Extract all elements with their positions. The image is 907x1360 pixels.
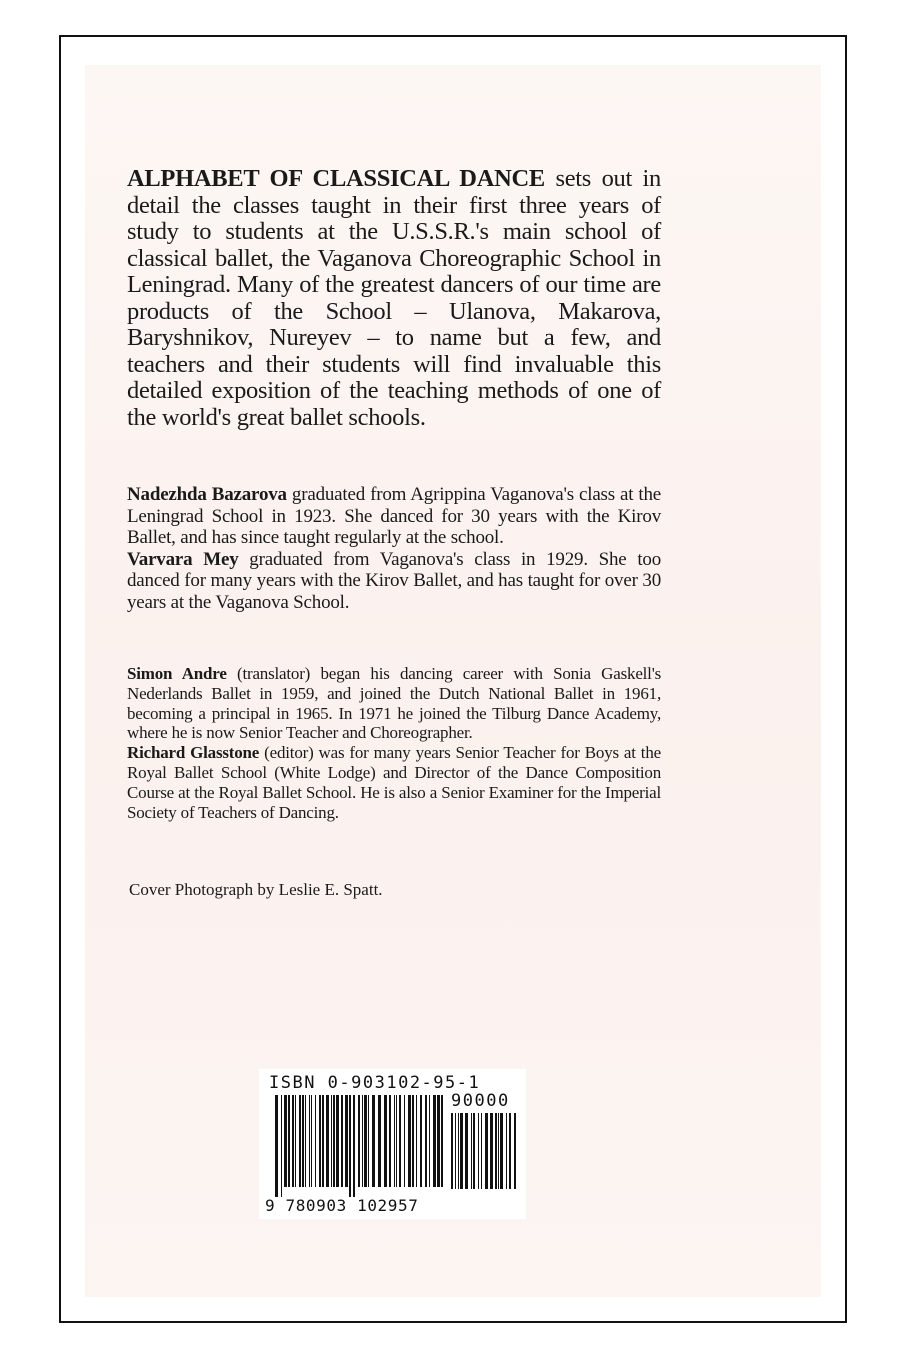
barcode-bar [429,1095,430,1187]
barcode-bar [396,1095,397,1187]
barcode-bar [478,1113,479,1189]
isbn-label: ISBN 0-903102-95-1 [269,1073,481,1093]
barcode-bar [302,1095,304,1187]
contributor-bio-text: (translator) began his dancing career with Sonia Gaskell's Nederlands Ballet in 1959, and joined the Dutch National Ballet in 1961, becoming a principal in 1965. In 1971 he joined the Tilburg Dance Academy, where he is now Senior Teacher and Choreographer. [127,664,661,743]
barcode-bar [437,1095,440,1187]
barcode-bar [336,1095,339,1187]
addon-barcode-bars [451,1113,519,1199]
barcode-bar [364,1095,367,1187]
barcode-bar [288,1095,290,1187]
barcode-bar [455,1113,456,1189]
barcode-bar [284,1095,287,1187]
barcode-bar [425,1095,427,1187]
barcode-bar [473,1113,475,1189]
author-bios [127,484,661,613]
barcode-bar [412,1095,414,1187]
barcode-bar [341,1095,343,1187]
barcode-bar [451,1113,453,1189]
barcode-bar [353,1095,355,1197]
book-title: ALPHABET OF CLASSICAL DANCE [127,165,545,192]
barcode-bar [378,1095,381,1187]
barcode-bar [471,1113,472,1189]
author-bio-bazarova [127,484,661,549]
contributor-name: Richard Glasstone [127,743,260,763]
blurb-paragraph [127,166,661,431]
barcode-bar [331,1095,332,1187]
barcode-bar [490,1113,493,1189]
barcode-bar [495,1113,497,1189]
barcode-bar [333,1095,335,1187]
barcode-bar [358,1095,360,1187]
barcode-bar [349,1095,351,1197]
author-name: Varvara Mey [127,548,239,570]
barcode-bar [315,1095,316,1187]
barcode-bar [309,1095,310,1187]
barcode-bar [275,1095,278,1197]
barcode-bar [292,1095,294,1187]
barcode-bar [322,1095,324,1187]
price-addon-label: 90000 [451,1091,510,1111]
contributor-name: Simon Andre [127,664,227,683]
barcode-bar [481,1113,482,1189]
barcode-bar [295,1095,296,1187]
barcode-bar [500,1113,503,1189]
barcode-bar [399,1095,401,1187]
book-blurb [127,166,661,431]
barcode-bar [441,1095,443,1187]
barcode-bar [372,1095,375,1187]
barcode-bar [389,1095,391,1187]
barcode-bar [311,1095,312,1187]
contributor-bios [127,664,661,822]
blurb-text: sets out in detail the classes taught in their first three years of study to students at the U.S.S.R.'s main school of classical ballet, the Vaganova Choreographic School in Leningrad. Many of the greatest dancers of our time are products of the School – Ulanova, Makarova, Baryshnikov, Nureyev – to name but a few, and teachers and their students will find invaluable this detailed exposition of the teaching methods of one of the world's great ballet schools. [127,165,661,431]
author-bio-mey [127,549,661,614]
author-name: Nadezhda Bazarova [127,484,287,505]
contributor-bio-text: (editor) was for many years Senior Teacher for Boys at the Royal Ballet School (White Lodge) and Director of the Dance Composition Course at the Royal Ballet School. He is also a Senior Examiner for the Imperial Society of Teachers of Dancing. [127,743,661,822]
barcode-bar [281,1095,282,1197]
barcode-bar [345,1095,348,1187]
contributor-bio-glasstone [127,743,661,822]
barcode-bar [485,1113,488,1189]
barcode-bar [498,1113,499,1189]
barcode-bar [465,1113,468,1189]
barcode-bar [394,1095,395,1187]
barcode-bar [458,1113,459,1189]
barcode-bar [460,1113,463,1189]
barcode-bar [514,1113,516,1189]
barcode-bar [408,1095,411,1187]
author-bio-text: graduated from Agrippina Vaganova's class at the Leningrad School in 1923. She danced for 30 years with the Kirov Ballet, and has since taught regularly at the school. [127,484,661,548]
barcode-bar [509,1113,511,1189]
barcode-bar [416,1095,417,1187]
barcode-bar [319,1095,321,1187]
barcode-bar [368,1095,369,1187]
contributor-bio-andre [127,664,661,743]
ean-digits: 9 780903 102957 [265,1196,419,1215]
barcode-bar [305,1095,306,1187]
barcode-bar [404,1095,405,1187]
barcode-bar [420,1095,422,1187]
photo-credit: Cover Photograph by Leslie E. Spatt. [129,880,383,899]
barcode-bar [326,1095,329,1187]
barcode-bar [362,1095,363,1187]
barcode-bar [506,1113,507,1189]
barcode-bar [299,1095,301,1187]
ean-barcode-bars [275,1095,447,1197]
author-bio-text: graduated from Vaganova's class in 1929. She too danced for many years with the Kirov Ballet, and has taught for over 30 years at the Vaganova School. [127,548,662,613]
barcode-bar [433,1095,436,1187]
isbn-barcode [259,1069,526,1219]
barcode-bar [384,1095,387,1187]
